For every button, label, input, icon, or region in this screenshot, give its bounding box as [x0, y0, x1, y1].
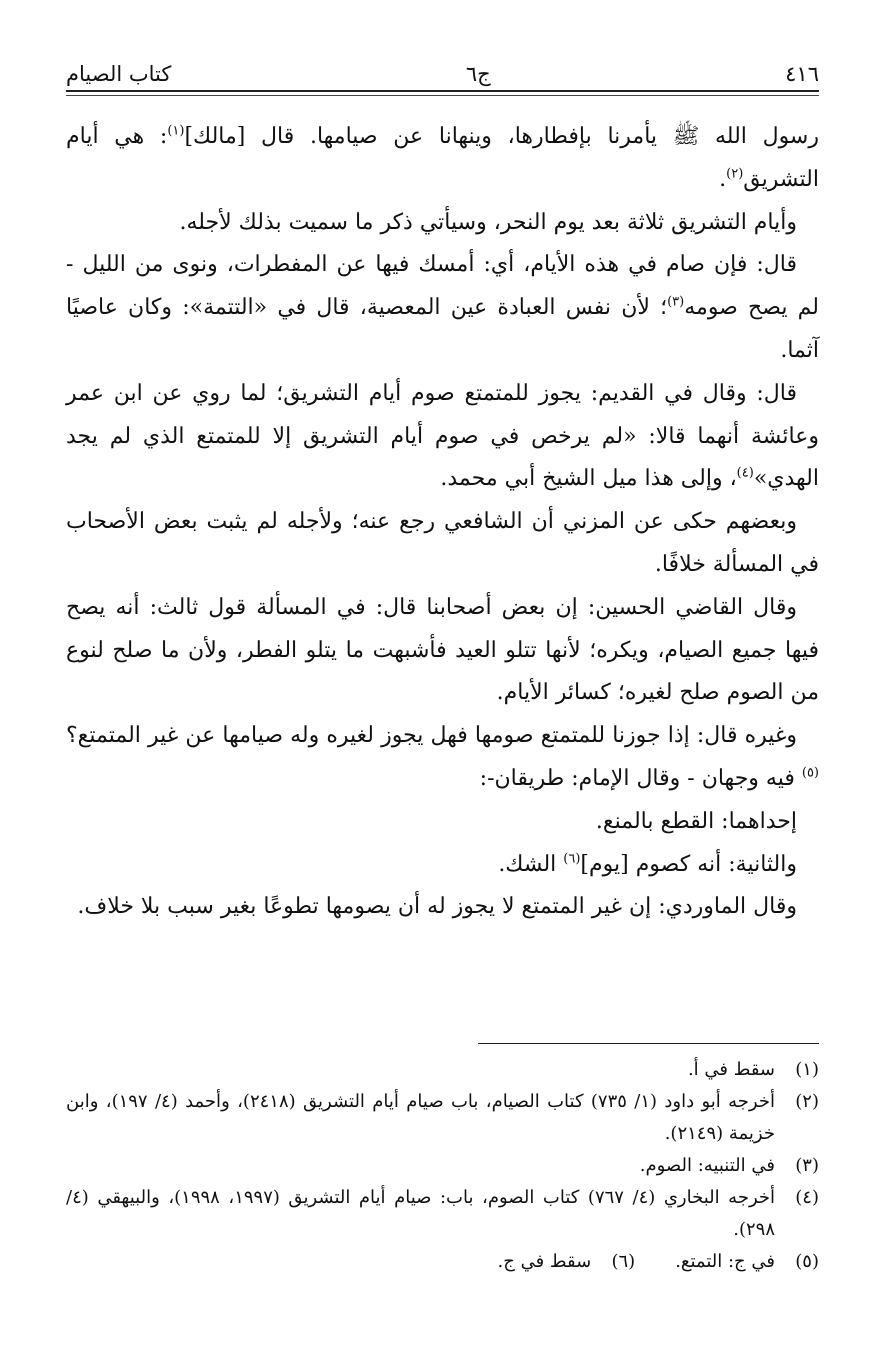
text-run: والثانية: أنه كصوم [يوم]: [580, 851, 797, 877]
header-rule: [66, 90, 819, 92]
footnote-marker: (٤): [736, 466, 754, 482]
paragraph: [66, 202, 819, 245]
footnote-number: (٢): [795, 1091, 819, 1112]
footnote-text: في التنبيه: الصوم.: [639, 1155, 775, 1176]
paragraph: [66, 844, 819, 887]
footnote-number: (٦): [611, 1251, 636, 1272]
footnotes: [66, 1054, 819, 1278]
text-run: إحداهما: القطع بالمنع.: [595, 808, 797, 834]
paragraph: [66, 116, 819, 202]
footnote-item: [675, 1246, 819, 1278]
text-run: وغيره قال: إذا جوزنا للمتمتع صومها فهل يجوز لغيره وله صيامها عن غير المتمتع؟: [66, 723, 797, 749]
paragraph: [66, 886, 819, 929]
paragraph: [66, 715, 819, 801]
paragraph: [66, 801, 819, 844]
text-run: ، وإلى هذا ميل الشيخ أبي محمد.: [440, 466, 737, 492]
footnote-item: [66, 1182, 819, 1246]
page-number: ٤١٦: [785, 62, 819, 86]
footnote-separator: [478, 1043, 819, 1044]
text-run: قال: فإن صام في هذه الأيام، أي: أمسك فيها عن المفطرات، ونوى من الليل - لم يصح صومه: [66, 252, 819, 321]
footnote-text: أخرجه البخاري (٤/ ٧٦٧) كتاب الصوم، باب: صيام أيام التشريق (١٩٩٧، ١٩٩٨)، والبيهقي (٤/ ٢٩٨).: [66, 1187, 776, 1240]
text-run: فيه وجهان - وقال الإمام: طريقان-:: [479, 765, 802, 791]
footnote-row: [66, 1246, 819, 1278]
running-header: [66, 52, 819, 88]
footnote-marker: (٣): [667, 294, 685, 310]
footnote-text: سقط في أ.: [687, 1059, 775, 1080]
page: [66, 52, 819, 929]
footnote-marker: (١): [167, 123, 185, 139]
header-rule-thin: [66, 95, 819, 96]
paragraph: [66, 501, 819, 587]
book-title: كتاب الصيام: [66, 62, 172, 86]
footnote-text: في ج: التمتع.: [675, 1251, 775, 1272]
paragraph: [66, 373, 819, 501]
footnote-item: [66, 1150, 819, 1182]
footnote-number: (١): [795, 1059, 819, 1080]
paragraph: [66, 244, 819, 372]
text-run: : هي أيام التشريق: [66, 124, 819, 192]
footnote-text: أخرجه أبو داود (١/ ٧٣٥) كتاب الصيام، باب صيام أيام التشريق (٢٤١٨)، وأحمد (٤/ ١٩٧)، وابن خزيمة (٢١٤٩).: [66, 1091, 775, 1144]
main-text: [66, 116, 819, 929]
footnote-marker: (٦): [563, 851, 581, 867]
text-run: .: [719, 166, 727, 192]
text-run: وبعضهم حكى عن المزني أن الشافعي رجع عنه؛ ولأجله لم يثبت بعض الأصحاب في المسألة خلافًا.: [66, 509, 819, 577]
footnote-number: (٤): [795, 1187, 819, 1208]
text-run: وقال القاضي الحسين: إن بعض أصحابنا قال: في المسألة قول ثالث: أنه يصح فيها جميع الصيام، ويكره؛ لأنها تتلو العيد فأشبهت ما يتلو الفطر، ولأن ما صلح لنوع من الصوم صلح لغيره؛ كسائر الأيام.: [66, 594, 819, 706]
text-run: الشك.: [498, 851, 564, 877]
footnote-item: [498, 1246, 636, 1278]
footnote-marker: (٥): [801, 765, 819, 781]
footnote-item: [66, 1086, 819, 1150]
volume-label: ج٦: [465, 62, 491, 86]
footnote-number: (٣): [795, 1155, 819, 1176]
text-run: ؛ لأن نفس العبادة عين المعصية، قال في «التتمة»: وكان عاصيًا آثما.: [66, 295, 819, 363]
text-run: قال: وقال في القديم: يجوز للمتمتع صوم أيام التشريق؛ لما روي عن ابن عمر وعائشة أنهما قالا: «لم يرخص في صوم أيام التشريق إلا للمتمتع الذي لم يجد الهدي»: [66, 380, 819, 492]
paragraph: [66, 587, 819, 715]
footnote-text: سقط في ج.: [497, 1251, 592, 1272]
text-run: وأيام التشريق ثلاثة بعد يوم النحر، وسيأتي ذكر ما سميت بذلك لأجله.: [179, 209, 797, 235]
text-run: رسول الله ﷺ يأمرنا بإفطارها، وينهانا عن صيامها. قال [مالك]: [184, 124, 819, 149]
footnote-marker: (٢): [726, 166, 744, 182]
text-run: وقال الماوردي: إن غير المتمتع لا يجوز له أن يصومها تطوعًا بغير سبب بلا خلاف.: [77, 894, 797, 920]
footnote-item: [66, 1054, 819, 1086]
footnote-number: (٥): [795, 1251, 819, 1272]
